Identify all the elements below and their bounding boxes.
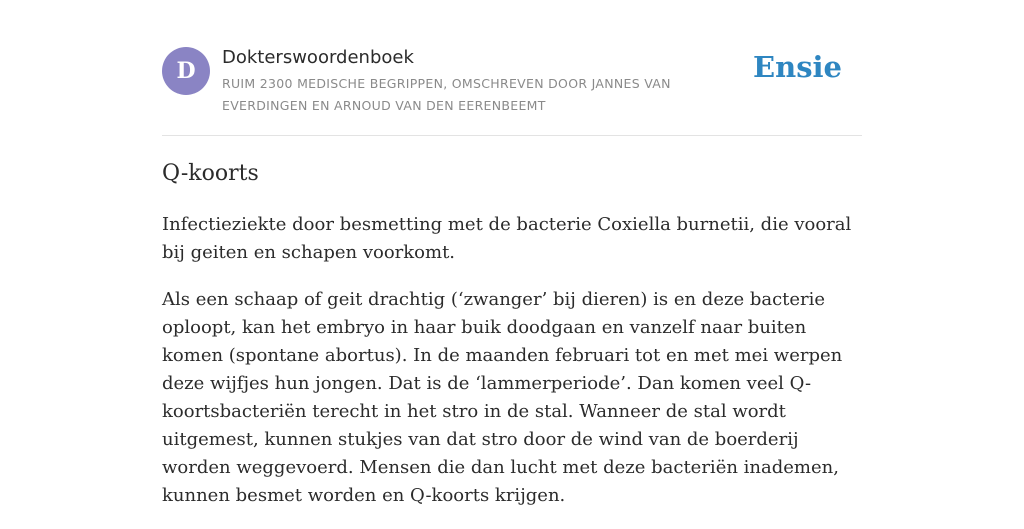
dictionary-subtitle: RUIM 2300 MEDISCHE BEGRIPPEN, OMSCHREVEN DOOR JANNES VAN EVERDINGEN EN ARNOUD VAN DEN EERENBEEMT (222, 76, 671, 113)
ensie-logo[interactable]: Ensie (753, 50, 842, 84)
article-paragraph: Als een schaap of geit drachtig (‘zwanger’ bij dieren) is en deze bacterie oploopt, kan het embryo in haar buik doodgaan en vanzelf naar buiten komen (spontane abortus). In de maanden februari tot en met mei werpen deze wijfjes hun jongen. Dat is de ‘lammerperiode’. Dan komen veel Q-koortsbacteriën terecht in het stro in de stal. Wanneer de stal wordt uitgemest, kunnen stukjes van dat stro door de wind van de boerderij worden weggevoerd. Mensen die dan lucht met deze bacteriën inademen, kunnen besmet worden en Q-koorts krijgen. (162, 289, 843, 506)
dictionary-header (162, 46, 862, 116)
dictionary-avatar[interactable]: D (162, 47, 210, 95)
header-divider (162, 135, 862, 136)
article-paragraph: Infectieziekte door besmetting met de bacterie Coxiella burnetii, die vooral bij geiten en schapen voorkomt. (162, 214, 852, 263)
article-title: Q-koorts (162, 161, 259, 186)
dictionary-title[interactable]: Dokterswoordenboek (222, 47, 414, 68)
article (162, 157, 867, 529)
